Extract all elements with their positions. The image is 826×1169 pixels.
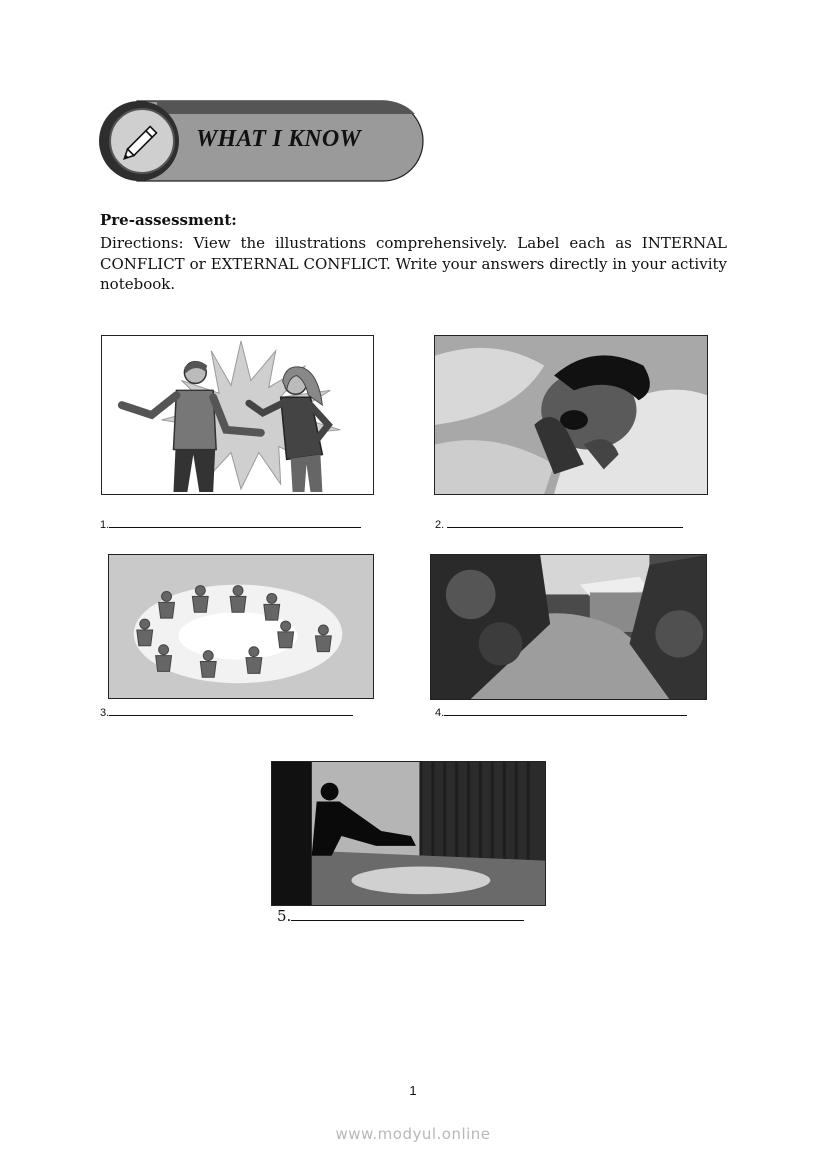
answer-line-2[interactable] bbox=[435, 518, 683, 531]
footer-watermark: www.modyul.online bbox=[335, 1125, 491, 1143]
arguing-couple-illustration bbox=[101, 335, 374, 495]
item-number-2: 2. bbox=[435, 519, 445, 531]
item-number-4: 4. bbox=[435, 707, 445, 719]
item-number-1: 1. bbox=[100, 519, 110, 531]
page-number: 1 bbox=[409, 1083, 417, 1098]
item-number-3: 3. bbox=[100, 707, 110, 719]
item-number-5: 5. bbox=[277, 907, 292, 925]
answer-line-3[interactable] bbox=[100, 706, 353, 719]
paper-dolls-circle-photo bbox=[108, 554, 374, 699]
section-title: WHAT I KNOW bbox=[196, 126, 361, 152]
answer-line-5[interactable] bbox=[277, 907, 524, 925]
boy-yawning-in-bed-photo bbox=[434, 335, 708, 495]
answer-line-4[interactable] bbox=[435, 706, 687, 719]
preassessment-heading: Pre-assessment: bbox=[100, 211, 237, 229]
flooded-street-photo bbox=[430, 554, 707, 700]
lonely-person-in-corridor-photo bbox=[271, 761, 546, 906]
directions-text: Directions: View the illustrations comprehensively. Label each as INTERNAL CONFLICT or EXTERNAL CONFLICT. Write your answers directly in your activity notebook. bbox=[100, 234, 727, 293]
answer-line-1[interactable] bbox=[100, 518, 361, 531]
